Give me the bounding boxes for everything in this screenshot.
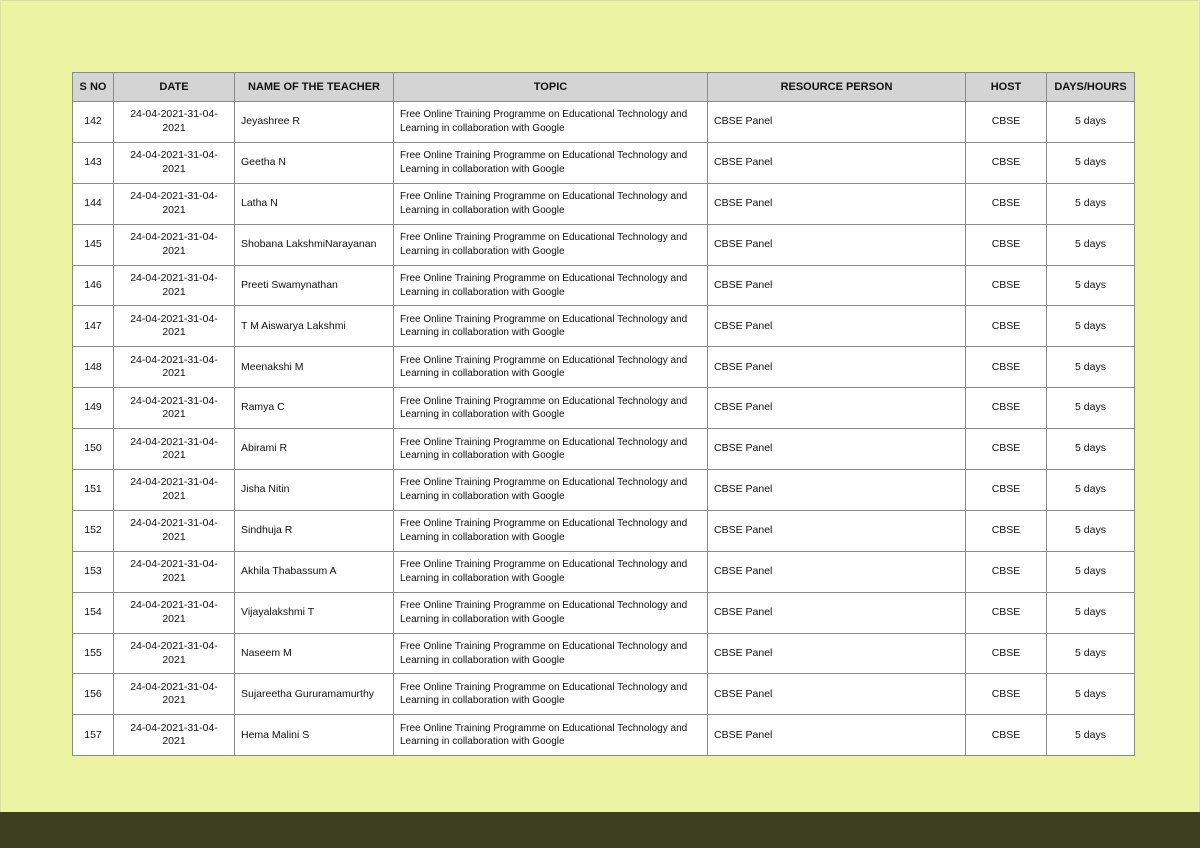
cell-topic: Free Online Training Programme on Educational Technology and Learning in collaboration with Google [394,592,708,633]
teacher-training-table-container [72,72,1134,756]
cell-sno: 142 [73,102,114,143]
cell-host: CBSE [966,429,1047,470]
cell-teacher-name: Abirami R [235,429,394,470]
cell-resource-person: CBSE Panel [708,102,966,143]
cell-resource-person: CBSE Panel [708,183,966,224]
cell-host: CBSE [966,265,1047,306]
table-row [73,224,1135,265]
cell-host: CBSE [966,183,1047,224]
cell-days-hours: 5 days [1047,102,1135,143]
cell-sno: 149 [73,388,114,429]
cell-teacher-name: Jisha Nitin [235,470,394,511]
cell-host: CBSE [966,633,1047,674]
cell-resource-person: CBSE Panel [708,429,966,470]
cell-teacher-name: Vijayalakshmi T [235,592,394,633]
cell-topic: Free Online Training Programme on Educational Technology and Learning in collaboration with Google [394,510,708,551]
cell-days-hours: 5 days [1047,592,1135,633]
cell-topic: Free Online Training Programme on Educational Technology and Learning in collaboration with Google [394,715,708,756]
cell-teacher-name: Hema Malini S [235,715,394,756]
cell-topic: Free Online Training Programme on Educational Technology and Learning in collaboration with Google [394,347,708,388]
cell-topic: Free Online Training Programme on Educational Technology and Learning in collaboration with Google [394,306,708,347]
cell-date: 24-04-2021-31-04-2021 [114,510,235,551]
teacher-training-table [72,72,1135,756]
cell-host: CBSE [966,470,1047,511]
footer-bar [0,812,1200,848]
cell-sno: 153 [73,551,114,592]
cell-resource-person: CBSE Panel [708,224,966,265]
cell-resource-person: CBSE Panel [708,674,966,715]
cell-days-hours: 5 days [1047,183,1135,224]
cell-resource-person: CBSE Panel [708,306,966,347]
cell-date: 24-04-2021-31-04-2021 [114,551,235,592]
cell-days-hours: 5 days [1047,347,1135,388]
header-days-hours: DAYS/HOURS [1047,73,1135,102]
cell-teacher-name: Sujareetha Gururamamurthy [235,674,394,715]
cell-host: CBSE [966,674,1047,715]
cell-sno: 155 [73,633,114,674]
cell-date: 24-04-2021-31-04-2021 [114,183,235,224]
table-row [73,265,1135,306]
cell-sno: 157 [73,715,114,756]
header-host: HOST [966,73,1047,102]
cell-host: CBSE [966,592,1047,633]
table-row [73,592,1135,633]
table-row [73,470,1135,511]
cell-topic: Free Online Training Programme on Educational Technology and Learning in collaboration with Google [394,470,708,511]
cell-date: 24-04-2021-31-04-2021 [114,388,235,429]
cell-days-hours: 5 days [1047,429,1135,470]
table-row [73,429,1135,470]
table-row [73,551,1135,592]
cell-topic: Free Online Training Programme on Educational Technology and Learning in collaboration with Google [394,224,708,265]
cell-date: 24-04-2021-31-04-2021 [114,429,235,470]
cell-topic: Free Online Training Programme on Educational Technology and Learning in collaboration with Google [394,429,708,470]
cell-resource-person: CBSE Panel [708,510,966,551]
cell-date: 24-04-2021-31-04-2021 [114,347,235,388]
cell-resource-person: CBSE Panel [708,470,966,511]
cell-sno: 152 [73,510,114,551]
cell-days-hours: 5 days [1047,633,1135,674]
cell-teacher-name: Geetha N [235,142,394,183]
cell-topic: Free Online Training Programme on Educational Technology and Learning in collaboration with Google [394,102,708,143]
cell-topic: Free Online Training Programme on Educational Technology and Learning in collaboration with Google [394,265,708,306]
cell-resource-person: CBSE Panel [708,551,966,592]
cell-host: CBSE [966,347,1047,388]
cell-topic: Free Online Training Programme on Educational Technology and Learning in collaboration with Google [394,633,708,674]
cell-sno: 148 [73,347,114,388]
cell-days-hours: 5 days [1047,551,1135,592]
header-resource-person: RESOURCE PERSON [708,73,966,102]
cell-sno: 150 [73,429,114,470]
cell-resource-person: CBSE Panel [708,265,966,306]
cell-resource-person: CBSE Panel [708,633,966,674]
cell-resource-person: CBSE Panel [708,142,966,183]
cell-resource-person: CBSE Panel [708,388,966,429]
cell-topic: Free Online Training Programme on Educational Technology and Learning in collaboration with Google [394,551,708,592]
cell-date: 24-04-2021-31-04-2021 [114,592,235,633]
cell-days-hours: 5 days [1047,265,1135,306]
cell-teacher-name: Sindhuja R [235,510,394,551]
cell-host: CBSE [966,715,1047,756]
cell-teacher-name: Jeyashree R [235,102,394,143]
cell-topic: Free Online Training Programme on Educational Technology and Learning in collaboration with Google [394,183,708,224]
header-sno: S NO [73,73,114,102]
cell-days-hours: 5 days [1047,715,1135,756]
cell-host: CBSE [966,510,1047,551]
table-row [73,306,1135,347]
cell-teacher-name: Latha N [235,183,394,224]
table-row [73,347,1135,388]
cell-sno: 147 [73,306,114,347]
cell-date: 24-04-2021-31-04-2021 [114,142,235,183]
cell-teacher-name: Ramya C [235,388,394,429]
cell-teacher-name: Akhila Thabassum A [235,551,394,592]
table-row [73,510,1135,551]
cell-teacher-name: Shobana LakshmiNarayanan [235,224,394,265]
header-teacher-name: NAME OF THE TEACHER [235,73,394,102]
table-row [73,102,1135,143]
table-row [73,388,1135,429]
cell-host: CBSE [966,306,1047,347]
cell-teacher-name: Meenakshi M [235,347,394,388]
cell-days-hours: 5 days [1047,470,1135,511]
header-topic: TOPIC [394,73,708,102]
cell-date: 24-04-2021-31-04-2021 [114,470,235,511]
cell-days-hours: 5 days [1047,510,1135,551]
cell-teacher-name: T M Aiswarya Lakshmi [235,306,394,347]
cell-host: CBSE [966,102,1047,143]
cell-teacher-name: Preeti Swamynathan [235,265,394,306]
cell-topic: Free Online Training Programme on Educational Technology and Learning in collaboration with Google [394,142,708,183]
cell-date: 24-04-2021-31-04-2021 [114,633,235,674]
cell-days-hours: 5 days [1047,674,1135,715]
cell-resource-person: CBSE Panel [708,347,966,388]
cell-days-hours: 5 days [1047,388,1135,429]
table-row [73,715,1135,756]
cell-resource-person: CBSE Panel [708,592,966,633]
cell-host: CBSE [966,142,1047,183]
table-row [73,674,1135,715]
table-row [73,142,1135,183]
cell-date: 24-04-2021-31-04-2021 [114,224,235,265]
table-header-row [73,73,1135,102]
cell-topic: Free Online Training Programme on Educational Technology and Learning in collaboration with Google [394,388,708,429]
cell-date: 24-04-2021-31-04-2021 [114,674,235,715]
cell-topic: Free Online Training Programme on Educational Technology and Learning in collaboration with Google [394,674,708,715]
cell-sno: 144 [73,183,114,224]
table-body [73,102,1135,756]
cell-sno: 154 [73,592,114,633]
cell-days-hours: 5 days [1047,306,1135,347]
cell-host: CBSE [966,224,1047,265]
cell-sno: 146 [73,265,114,306]
cell-host: CBSE [966,388,1047,429]
header-date: DATE [114,73,235,102]
cell-sno: 156 [73,674,114,715]
cell-teacher-name: Naseem M [235,633,394,674]
cell-date: 24-04-2021-31-04-2021 [114,306,235,347]
cell-sno: 151 [73,470,114,511]
cell-date: 24-04-2021-31-04-2021 [114,102,235,143]
cell-sno: 143 [73,142,114,183]
cell-date: 24-04-2021-31-04-2021 [114,715,235,756]
table-row [73,633,1135,674]
cell-host: CBSE [966,551,1047,592]
cell-resource-person: CBSE Panel [708,715,966,756]
table-row [73,183,1135,224]
cell-sno: 145 [73,224,114,265]
cell-date: 24-04-2021-31-04-2021 [114,265,235,306]
cell-days-hours: 5 days [1047,142,1135,183]
cell-days-hours: 5 days [1047,224,1135,265]
